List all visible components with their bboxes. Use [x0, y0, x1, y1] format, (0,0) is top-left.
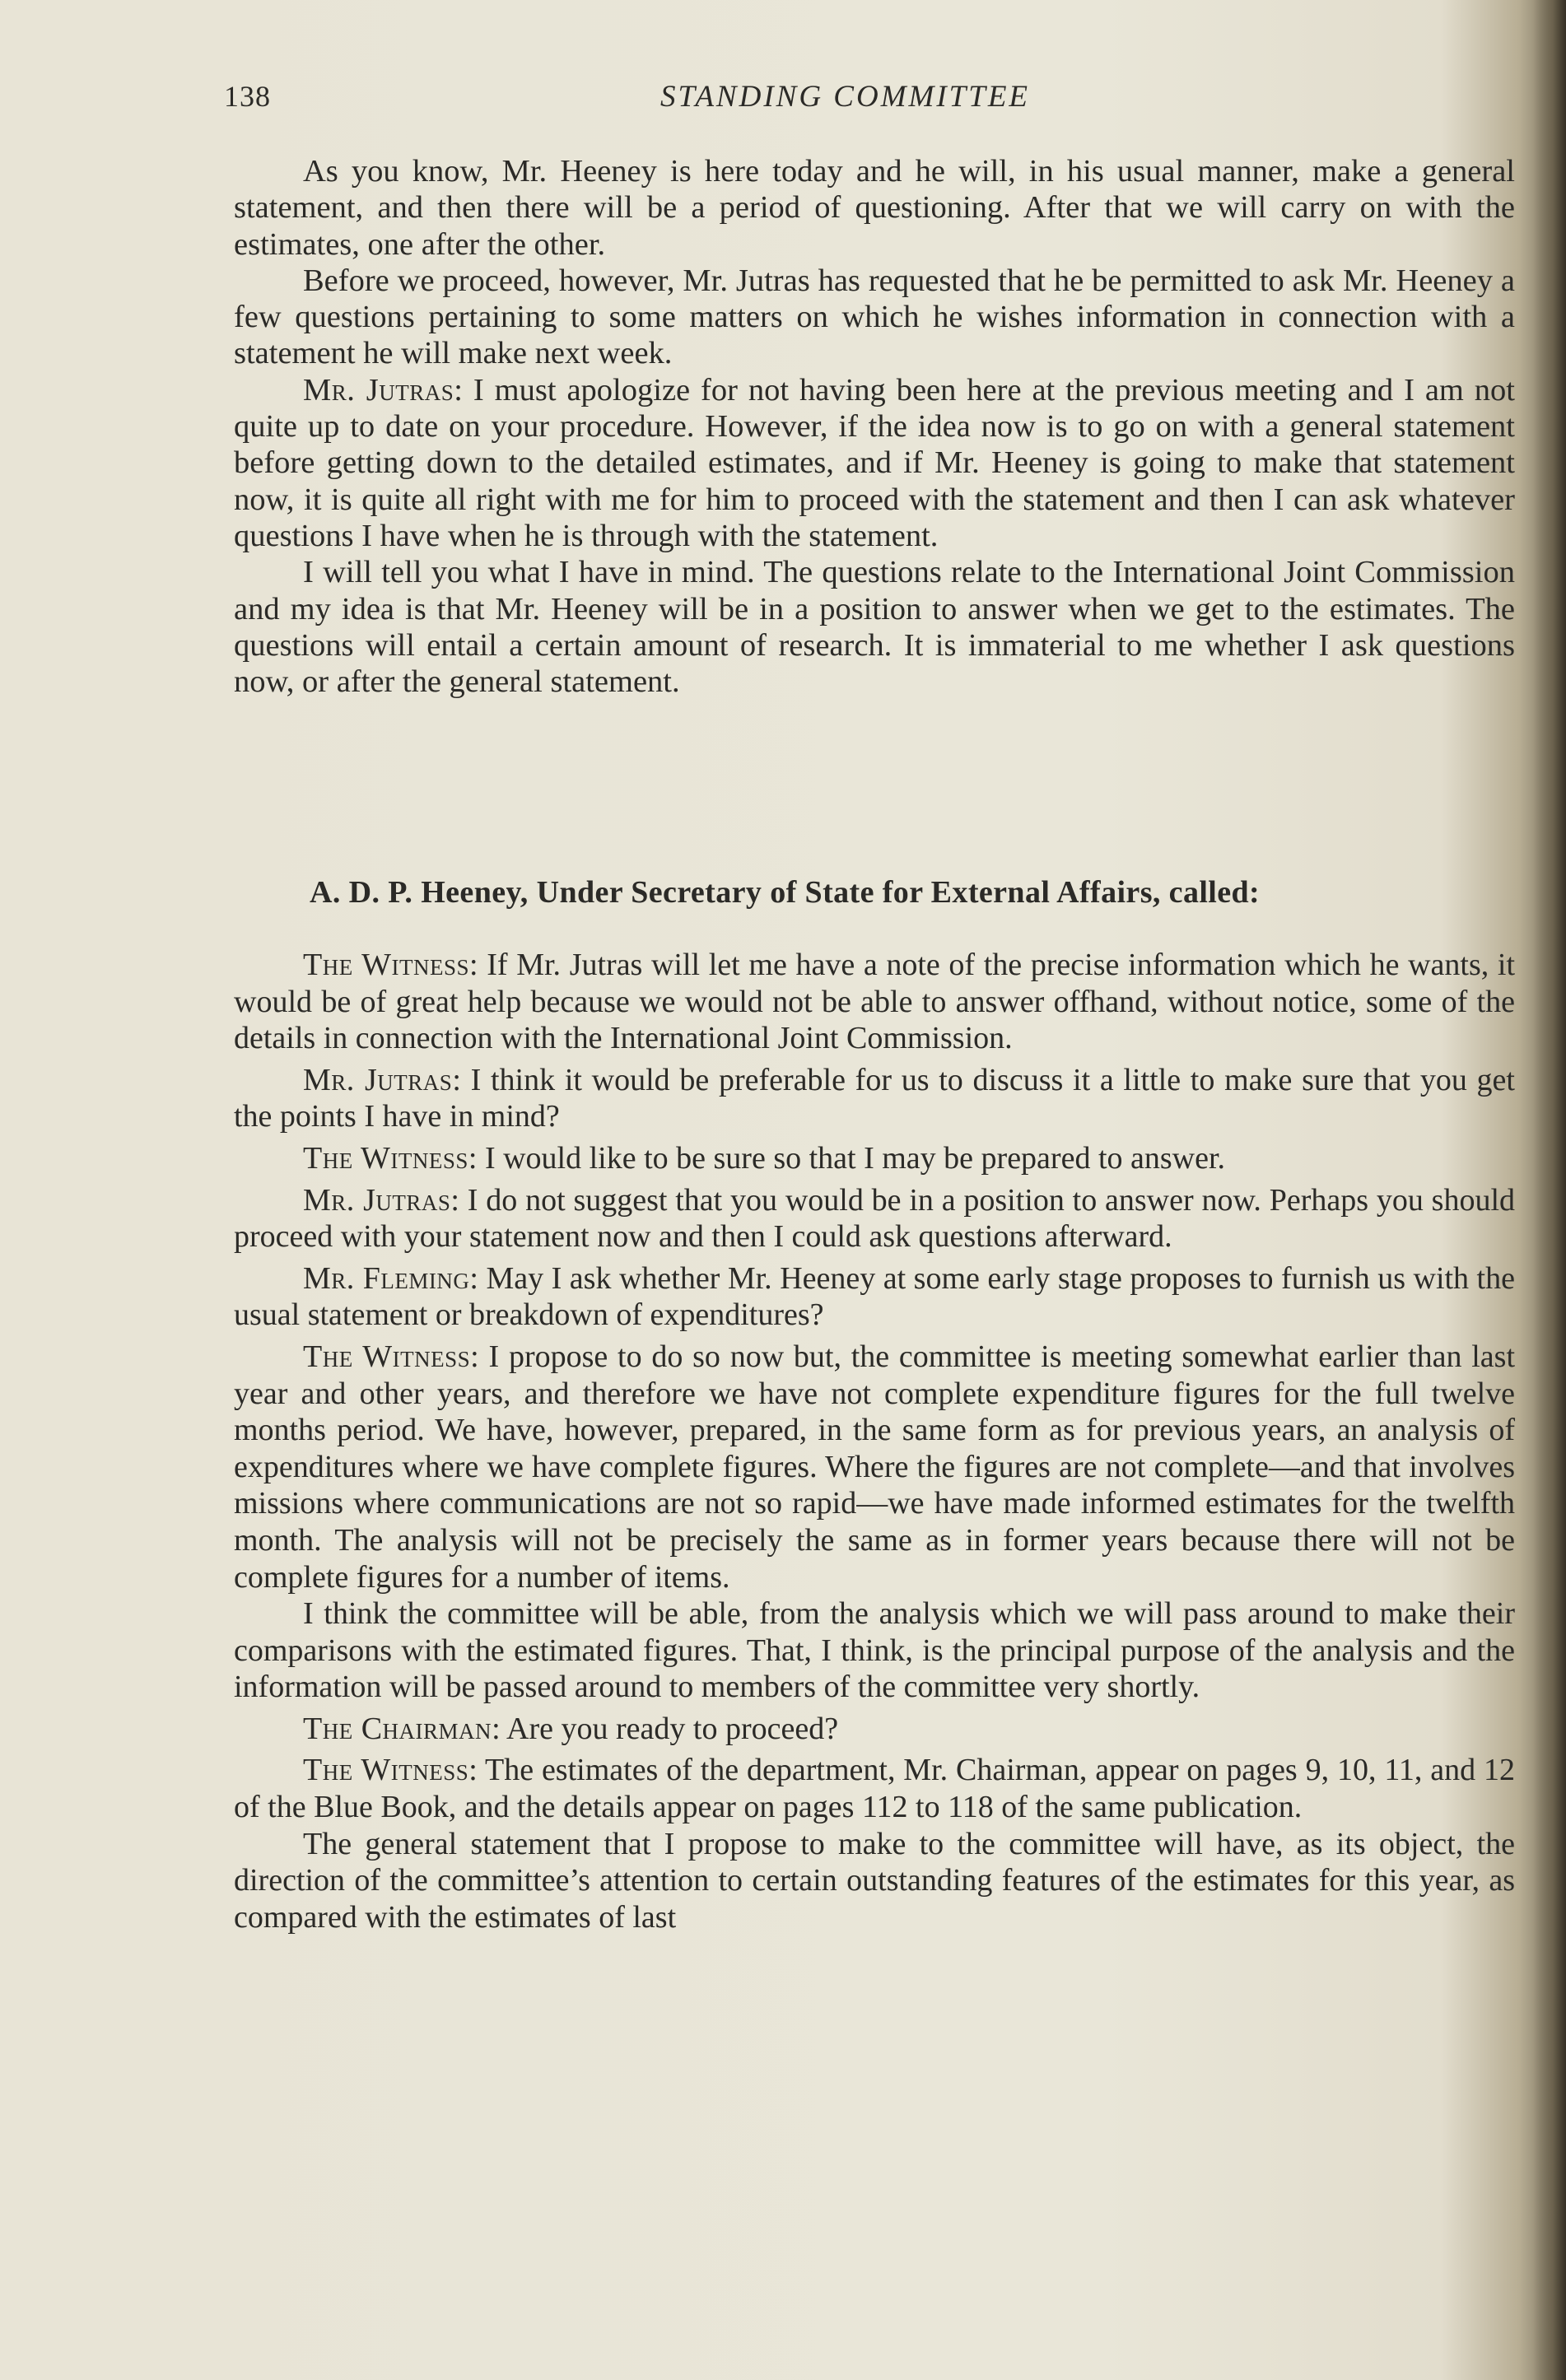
paragraph-text: Are you ready to proceed? [506, 1711, 839, 1746]
paragraph-text: I think it would be preferable for us to discuss it a little to make sure that you get the points I have in mind? [234, 1062, 1515, 1134]
page-edge-shadow [1533, 0, 1566, 2380]
speaker-name: Mr. Fleming [303, 1260, 470, 1296]
paragraph [234, 263, 1515, 372]
paragraph: The Witness: I propose to do so now but, the committee is meeting somewhat earlier than last year and other years, and therefore we have not complete expenditure figures for the full twelve months period. We have, however, prepared, in the same form as for previous years, an analysis of expenditures where we have complete figures. Where the figures are not complete—and that involves missions where communications are not so rapid—we have made informed estimates for the twelfth month. The analysis will not be precisely the same as in former years because there will not be complete figures for a number of items. [234, 1339, 1516, 1595]
paragraph-text: I do not suggest that you would be in a position to answer now. Perhaps you should proceed with your statement now and then I could ask questions afterward. [234, 1182, 1516, 1255]
paragraph-text: Before we proceed, however, Mr. Jutras has requested that he be permitted to ask Mr. Heeney a few questions pertaining to some matters on which he wishes information in connection with a statement he will make next week. [234, 263, 1515, 371]
testimony-text [234, 947, 1515, 1935]
speaker-name: The Witness [303, 1339, 471, 1374]
page-header [224, 79, 1517, 120]
paragraph-text: I would like to be sure so that I may be prepared to answer. [484, 1140, 1226, 1176]
paragraph [234, 153, 1515, 263]
running-head: STANDING COMMITTEE [660, 80, 1031, 114]
paragraph-text: As you know, Mr. Heeney is here today and he will, in his usual manner, make a general statement, and then there will be a period of questioning. After that we will carry on with the estimates, one after the other. [234, 154, 1515, 262]
speaker-name: Mr. Jutras [303, 1182, 451, 1218]
paragraph: The Witness: I would like to be sure so that I may be prepared to answer. [303, 1140, 1226, 1176]
paragraph [234, 554, 1515, 700]
paragraph: Mr. Fleming: May I ask whether Mr. Heeney at some early stage proposes to furnish us with the usual statement or breakdown of expenditures? [234, 1260, 1515, 1333]
paragraph-text: I will tell you what I have in mind. The questions relate to the International Joint Commission and my idea is that Mr. Heeney will be in a position to answer when we get to the estimates. The questions will entail a certain amount of research. It is immaterial to me whether I ask questions now, or after the general statement. [234, 555, 1515, 700]
paragraph-text: The estimates of the department, Mr. Chairman, appear on pages 9, 10, 11, and 12 of the Blue Book, and the details appear on pages 112 to 118 of the same publication. [234, 1753, 1515, 1825]
paragraph: Mr. Jutras: I think it would be preferable for us to discuss it a little to make sure that you get the points I have in mind? [234, 1062, 1515, 1134]
page-number: 138 [224, 80, 271, 113]
speaker-name: The Chairman [303, 1711, 492, 1746]
paragraph-text: If Mr. Jutras will let me have a note of the precise information which he wants, it would be of great help because we would not be able to answer offhand, without notice, some of the details in connection with the International Joint Commission. [234, 948, 1516, 1056]
speaker-name: The Witness [303, 1753, 469, 1788]
paragraph: Mr. Jutras: I do not suggest that you would be in a position to answer now. Perhaps you should proceed with your statement now and then I could ask questions afterward. [234, 1182, 1516, 1255]
paragraph: The Chairman: Are you ready to proceed? [303, 1711, 839, 1746]
paragraph: The Witness: The estimates of the department, Mr. Chairman, appear on pages 9, 10, 11, and 12 of the Blue Book, and the details appear on pages 112 to 118 of the same publication. [234, 1753, 1515, 1825]
paragraph: The Witness: If Mr. Jutras will let me have a note of the precise information which he wants, it would be of great help because we would not be able to answer offhand, without notice, some of the details in connection with the International Joint Commission. [234, 948, 1516, 1056]
paragraph-text: I must apologize for not having been here at the previous meeting and I am not quite up to date on your procedure. However, if the idea now is to go on with a general statement before getting down to the detailed estimates, and if Mr. Heeney is going to make that statement now, it is quite all right with me for him to proceed with the statement and then I can ask whatever questions I have when he is through with the statement. [234, 372, 1515, 553]
paragraph-text: I think the committee will be able, from the analysis which we will pass around to make their comparisons with the estimated figures. That, I think, is the principal purpose of the analysis and the information will be passed around to members of the committee very shortly. [234, 1596, 1515, 1705]
paragraph [234, 1826, 1515, 1936]
intro-text [234, 153, 1515, 700]
paragraph-text: The general statement that I propose to make to the committee will have, as its object, the direction of the committee’s attention to certain outstanding features of the estimates for this year, as compared with the estimates of last [234, 1826, 1515, 1935]
speaker-name: Mr. Jutras [303, 372, 454, 408]
paragraph-text: May I ask whether Mr. Heeney at some early stage proposes to furnish us with the usual statement or breakdown of expenditures? [234, 1260, 1515, 1333]
paragraph-text: I propose to do so now but, the committee is meeting somewhat earlier than last year and other years, and therefore we have not complete expenditure figures for the full twelve months period. We have, however, prepared, in the same form as for previous years, an analysis of expenditures where we have complete figures. Where the figures are not complete—and that involves missions where communications are not so rapid—we have made informed estimates for the twelfth month. The analysis will not be precisely the same as in former years because there will not be complete figures for a number of items. [234, 1339, 1516, 1595]
speaker-name: The Witness [303, 948, 470, 982]
section-heading: A. D. P. Heeney, Under Secretary of State for External Affairs, called: [310, 875, 1261, 910]
speaker-name: Mr. Jutras [303, 1062, 453, 1097]
paragraph [234, 1595, 1515, 1706]
paragraph: Mr. Jutras: I must apologize for not having been here at the previous meeting and I am not quite up to date on your procedure. However, if the idea now is to go on with a general statement before getting down to the detailed estimates, and if Mr. Heeney is going to make that statement now, it is quite all right with me for him to proceed with the statement and then I can ask whatever questions I have when he is through with the statement. [234, 372, 1515, 553]
speaker-name: The Witness [303, 1140, 468, 1176]
